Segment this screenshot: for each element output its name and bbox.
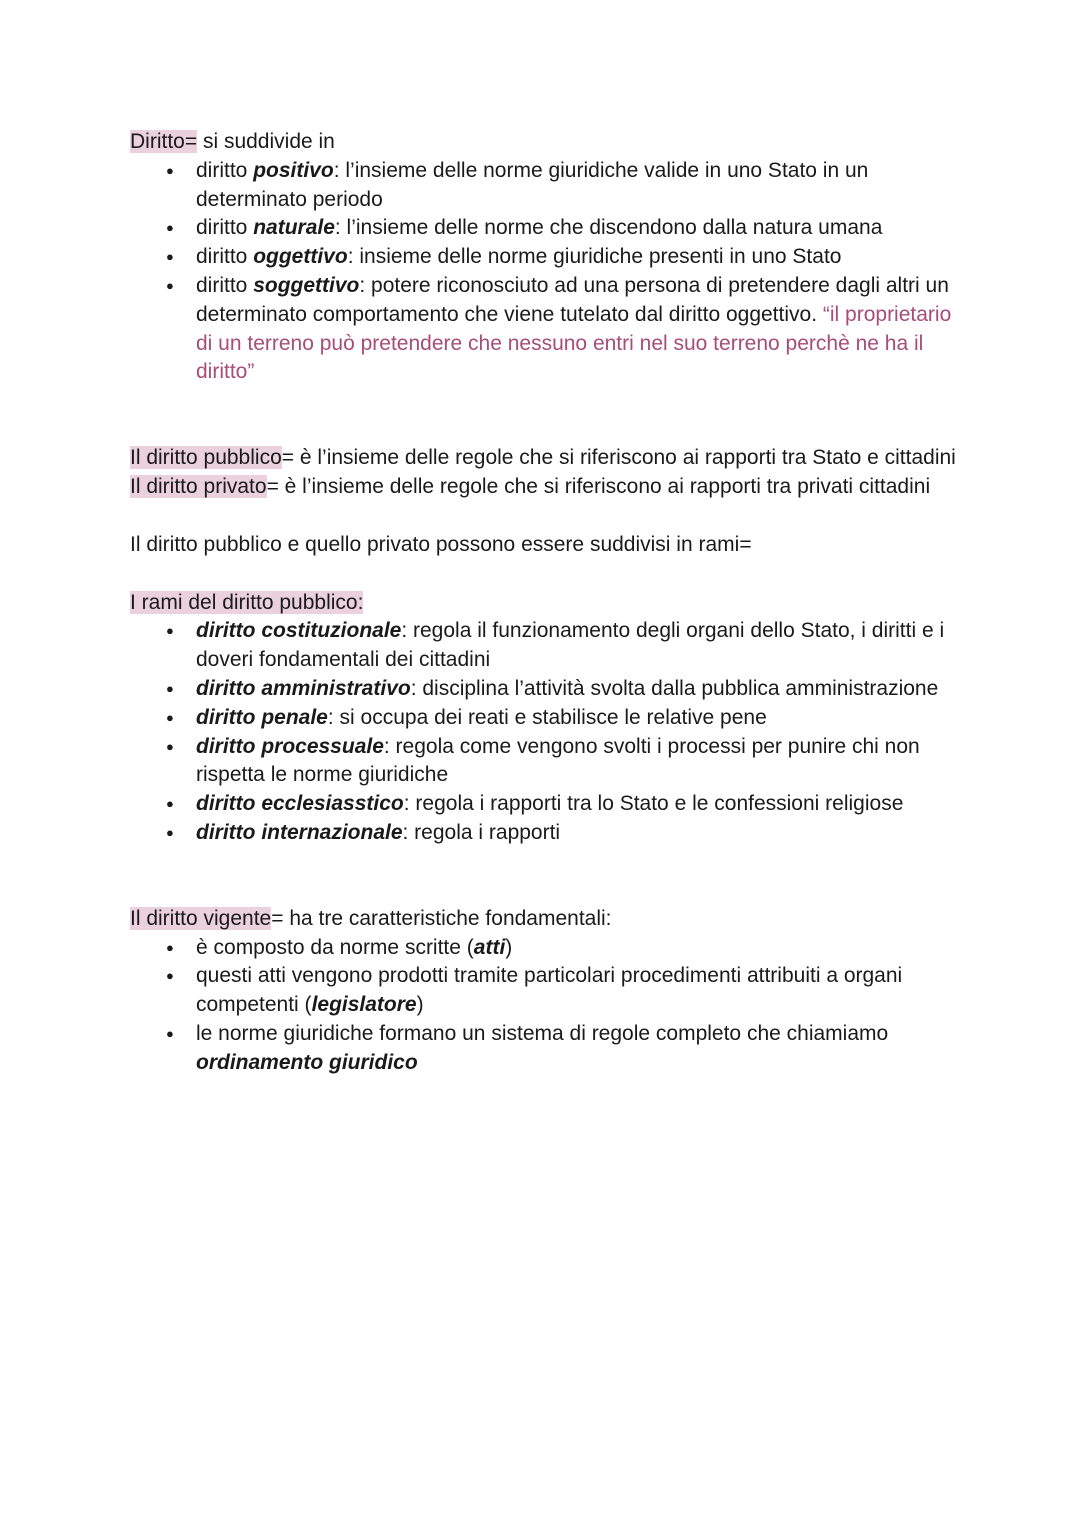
example-quote: “il proprietario di un terreno può pretendere che nessuno entri nel suo terreno perchè ne ha il diritto” [196, 302, 952, 384]
vigente-list [130, 934, 960, 1078]
list-item: ● diritto ecclesiasstico: regola i rapporti tra lo Stato e le confessioni religiose [196, 790, 960, 819]
list-item: ● diritto oggettivo: insieme delle norme giuridiche presenti in uno Stato [196, 243, 960, 272]
list-item: ● le norme giuridiche formano un sistema di regole completo che chiamiamo ordinamento giuridico [196, 1020, 960, 1078]
diritto-vigente-term: Il diritto vigente [130, 906, 272, 930]
diritto-privato-term: Il diritto privato [130, 474, 267, 498]
list-item: ● diritto processuale: regola come vengono svolti i processi per punire chi non rispetta le norme giuridiche [196, 733, 960, 791]
list-item: ● diritto costituzionale: regola il funzionamento degli organi dello Stato, i diritti e i doveri fondamentali dei cittadini [196, 617, 960, 675]
rami-heading: I rami del diritto pubblico: [130, 590, 364, 614]
diritto-pubblico-term: Il diritto pubblico [130, 446, 282, 470]
list-item: ● diritto amministrativo: disciplina l’attività svolta dalla pubblica amministrazione [196, 675, 960, 704]
list-item: ● diritto naturale: l’insieme delle norme che discendono dalla natura umana [196, 214, 960, 243]
diritto-term: Diritto= [130, 130, 198, 153]
document-page [130, 128, 960, 1078]
diritto-types-list [130, 157, 960, 387]
diritto-pubblico-definition: Il diritto pubblico= è l’insieme delle regole che si riferiscono ai rapporti tra Stato e cittadini [130, 446, 956, 470]
list-item: ● diritto penale: si occupa dei reati e stabilisce le relative pene [196, 704, 960, 733]
rami-intro: Il diritto pubblico e quello privato possono essere suddivisi in rami= [130, 532, 752, 556]
diritto-privato-definition: Il diritto privato= è l’insieme delle regole che si riferiscono ai rapporti tra privati cittadini [130, 474, 931, 498]
diritto-vigente-intro: Il diritto vigente= ha tre caratteristiche fondamentali: [130, 906, 612, 930]
list-item: ● è composto da norme scritte (atti) [196, 934, 960, 963]
diritto-intro: Diritto= si suddivide in [130, 130, 335, 153]
list-item: ● questi atti vengono prodotti tramite particolari procedimenti attribuiti a organi competenti (legislatore) [196, 962, 960, 1020]
list-item: ● diritto internazionale: regola i rapporti [196, 819, 960, 848]
rami-list [130, 617, 960, 847]
list-item: ● diritto positivo: l’insieme delle norme giuridiche valide in uno Stato in un determinato periodo [196, 157, 960, 215]
list-item: ● diritto soggettivo: potere riconosciuto ad una persona di pretendere dagli altri un determinato comportamento che viene tutelato dal diritto oggettivo. “il proprietario di un terreno può pretendere che nessuno entri nel suo terreno perchè ne ha il diritto” [196, 272, 960, 387]
